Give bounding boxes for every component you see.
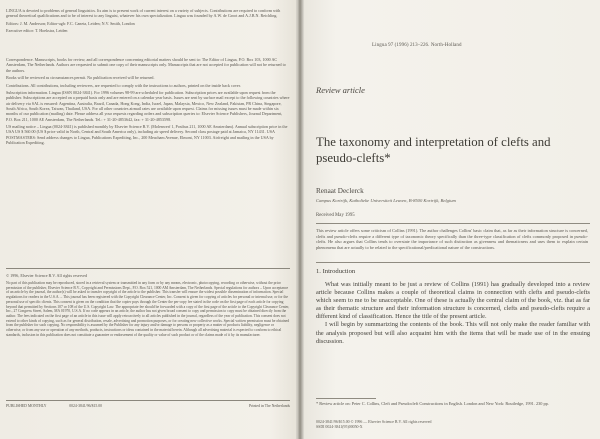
divider — [6, 400, 290, 401]
author-affiliation: Campus Kortrijk, Katholieke Universiteit Leuven, B-8500 Kortrijk, Belgium — [316, 198, 456, 203]
received-date: Received May 1995 — [316, 213, 355, 218]
article-title: The taxonomy and interpretation of clefts and pseudo-clefts* — [316, 135, 551, 165]
abstract-top-rule — [316, 223, 590, 224]
body-paragraph: What was initially meant to be just a review of Collins (1991) has gradually developed into a review article because Collins makes a couple of theoretical claims in connection with clefts and pseudo-clefts which seem to me to be unacceptable. One of these is actually the central claim of the book, viz. that as far as their thematic structure and their information structure is concerned, clefts and pseudo-clefts require a different kind of classification. Hence the title of the present article. — [316, 281, 590, 321]
abstract-text: This review article offers some criticism of Collins (1991). The author challenges Collins' basic claim that, as far as their information structure is concerned, clefts and pseudo-clefts require a different type of taxonomic theory specifically than the three-type classification of clefts commonly proposed in pseudo-clefts. He also argues that Collins tends to overstate the importance of such distinction as givenness and thematicness and uses them to explain certain phenomena that are actually to be related to the specificational/predicational nature of the constructions. — [316, 228, 588, 250]
divider — [6, 268, 290, 269]
editors-line: Editors: J. M. Anderson; Editor-ugh: F.C. Caneta, Leiden; N.V. Smith, London — [6, 20, 135, 26]
journal-intro — [6, 8, 290, 36]
printed-in: Printed in The Netherlands — [249, 404, 290, 408]
books-text: Books will be reviewed as circumstances permit. No publication received will be returned. — [6, 75, 155, 81]
issn-price: 0024-3841/96/$15.00 — [69, 404, 103, 408]
publication-frequency: PUBLISHED MONTHLY — [6, 404, 47, 408]
footnote: * Review article on: Peter C. Collins, Cleft and Pseudocleft Constructions in English. London and New York: Routledge, 1991. 230 pp. — [316, 401, 549, 406]
article-body — [316, 281, 590, 346]
printing-info — [6, 404, 290, 409]
left-page — [0, 0, 298, 439]
copyright-identifier: 0024-3841/96/$15.00 © 1996 — Elsevier Science B.V. All rights reserved — [316, 420, 432, 424]
subscription-text: Subscription information. Lingua (ISSN 0024-3841). For 1996 volumes 98-99 are scheduled for publication. Subscription prices are available upon request from the publisher. Subscriptions are accepted on a prepaid basis only and are entered on a calendar year basis. Issues are sent by surface mail except to the following countries where air delivery via SAL is ensured: Argentina, Australia, Brazil, Canada, Hong Kong, India, Israel, Japan, Malaysia, Mexico, New Zealand, Pakistan, PR China, Singapore, South Africa, South Korea, Taiwan, Thailand, USA. For all other countries airmail rates are available upon request. Claims for missing issues must be made within six months of our publication (mailing) date. Please address all your requests regarding orders and subscription queries to: Elsevier Science Publishers, Journal Department, P.O. Box 211, 1000 AE Amsterdam, The Netherlands. Tel.: + 31-20-4853642, fax: + 31-20-4853598. — [6, 90, 290, 122]
footnote-rule — [316, 398, 376, 399]
copyright-line: © 1996, Elsevier Science B.V. All rights reserved — [6, 273, 88, 278]
contributions-text: Contributions. All contributions, including reviewers, are requested to comply with the instructions to authors, printed on the inside back cover. — [6, 82, 241, 88]
intro-text: LINGUA is devoted to problems of general linguistics. Its aim is to present work of current interest on a variety of subjects. Contributions are required to conform with general theoretical qualifications and to be of interest to any linguist, whatever his own specialization. Lingua was founded by A.W. de Groot and A.J.B.N. Reichling. — [6, 8, 281, 19]
section-heading: 1. Introduction — [316, 268, 356, 275]
article-identifiers — [316, 420, 431, 430]
executive-editor-line: Executive editor: T. Hoekstra, Leiden — [6, 28, 68, 34]
us-mailing-text: US mailing notice – Lingua (0024-3841) is published monthly by Elsevier Science B.V. (Molenwerf 1, Postbus 211, 1000 AE Amsterdam). Annual subscription price in the USA US $ 560.00 (US $ price valid in North, Central and South America only), including air speed delivery. Second class postage paid at Jamaica, NY 11431. USA POSTMASTERS: Send address changes to Lingua, Publications Expediting, Inc., 200 Meacham Avenue, Elmont, NY 11003. Airfreight and mailing in the USA by Publication Expediting. — [6, 124, 288, 145]
correspondence-text: Correspondence. Manuscripts, books for review, and all correspondence concerning editorial matters should be sent to: The Editor of Lingua, P.O. Box 103, 1000 AC Amsterdam, The Netherlands. Authors are requested to submit one copy of their manuscripts only. Manuscripts that are not accepted for publication will not be returned to the authors. — [6, 57, 286, 73]
correspondence-block — [6, 57, 290, 147]
abstract-bottom-rule — [316, 262, 590, 263]
rights-text: No part of this publication may be reproduced, stored in a retrieval system or transmitted in any form or by any means, electronic, photocopying, recording or otherwise, without the prior permission of the publisher, Elsevier Science B.V., Copyright and Permissions Dept., P.O. Box 521, 1000 AM Amsterdam, The Netherlands. Special regulations for authors – Upon acceptance of an article by the journal, the author(s) will be asked to transfer copyright of the article to the publisher. This transfer will ensure the widest possible dissemination of information. Special regulations for readers in the U.S.A. – This journal has been registered with the Copyright Clearance Center, Inc. Consent is given for copying of articles for personal or internal use, or for the personal use of specific clients. This consent is given on the condition that the copier pays through the Center the per-copy fee stated in the code on the first page of each article for copying beyond that permitted by Sections 107 or 108 of the U.S. Copyright Law. The appropriate fee should be forwarded with a copy of the first page of the article to the Copyright Clearance Center, Inc., 27 Congress Street, Salem, MA 01970, U.S.A. If no code appears in an article, the author has not given broad consent to copy and permission to copy must be obtained directly from the author. The fees indicated on the first page of an article in this issue will apply retroactively to all articles published in the journal, regardless of the year of publication. This consent does not extend to other kinds of copying, such as for general distribution, resale, advertising and promotion purposes, or for creating new collective works. Special written permission must be obtained from the publisher for such copying. No responsibility is assumed by the Publisher for any injury and/or damage to persons or property as a matter of products liability, negligence or otherwise, or from any use or operation of any methods, products, instructions or ideas contained in the material herein. Although all advertising material is expected to conform to ethical standards, inclusion in this publication does not constitute a guarantee or endorsement of the quality or value of such product or of the claims made of it by its manufacturer. — [6, 281, 290, 337]
ssdi-identifier: SSDI 0024-3841(95)00050-X — [316, 424, 363, 429]
article-type: Review article — [316, 85, 365, 95]
right-page — [302, 0, 600, 439]
author-name: Renaat Declerck — [316, 187, 364, 195]
body-paragraph: I will begin by summarizing the contents of the book. This will not only make the reader familiar with the analysis proposed but will also acquaint him with the items that will be made use of in the ensuing discussion. — [316, 321, 590, 345]
journal-citation: Lingua 97 (1996) 213–226. North-Holland — [372, 43, 462, 48]
